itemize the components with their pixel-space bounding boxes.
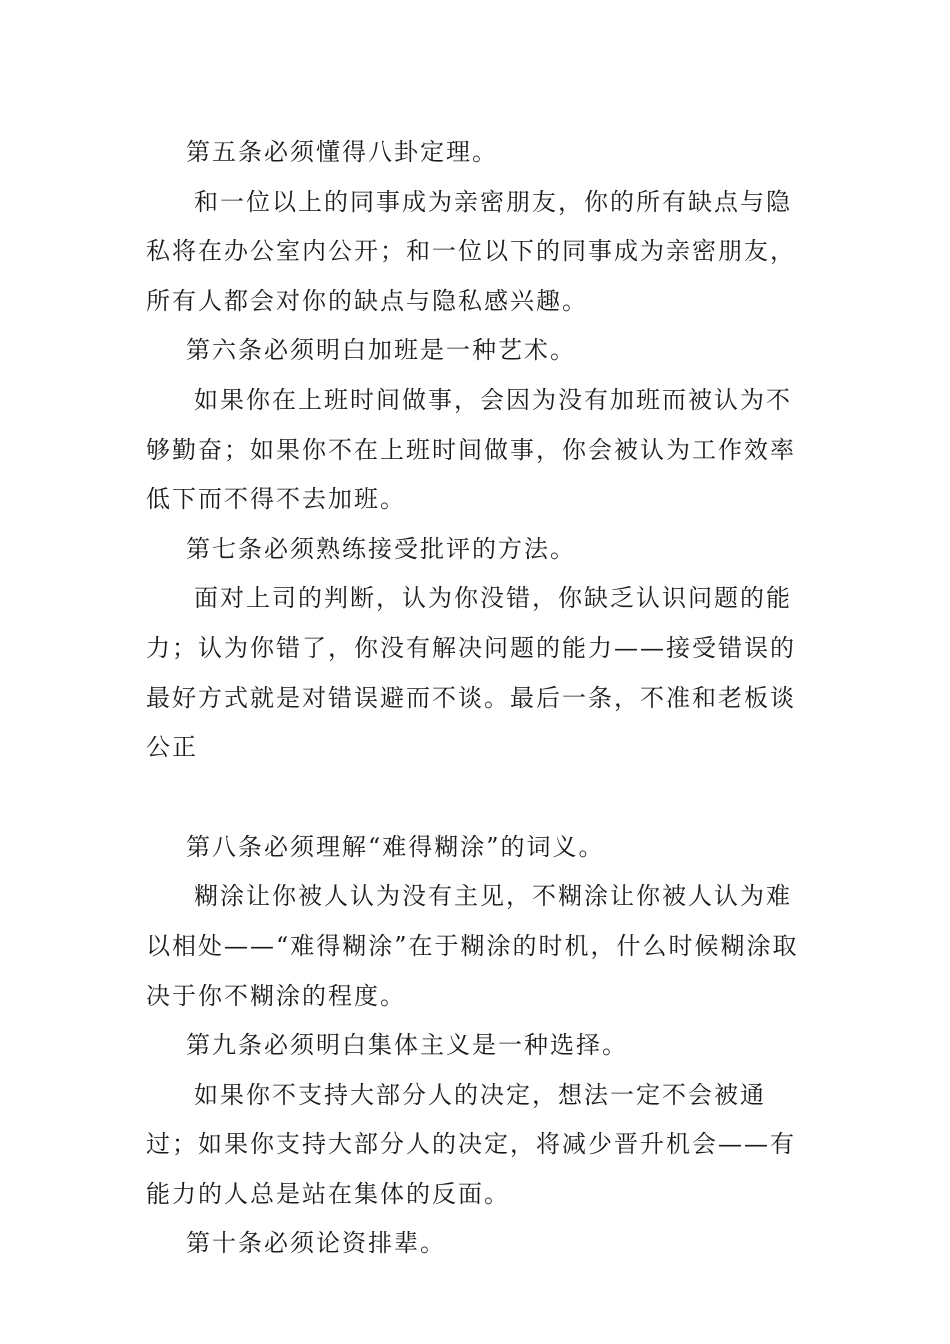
section-body-9: 如果你不支持大部分人的决定，想法一定不会被通过；如果你支持大部分人的决定，将减少晋升机会——有能力的人总是站在集体的反面。 bbox=[146, 1080, 796, 1208]
section-body-8: 糊涂让你被人认为没有主见，不糊涂让你被人认为难以相处——“难得糊涂”在于糊涂的时机，什么时候糊涂取决于你不糊涂的程度。 bbox=[146, 882, 799, 1010]
blank-line bbox=[146, 773, 812, 823]
section-heading-8: 第八条必须理解“难得糊涂”的词义。 bbox=[186, 832, 605, 861]
section-body-5: 和一位以上的同事成为亲密朋友，你的所有缺点与隐私将在办公室内公开；和一位以下的同事成为亲密朋友，所有人都会对你的缺点与隐私感兴趣。 bbox=[146, 187, 796, 315]
section-heading-7: 第七条必须熟练接受批评的方法。 bbox=[186, 534, 576, 563]
section-heading-10: 第十条必须论资排辈。 bbox=[186, 1229, 446, 1258]
section-heading-5: 第五条必须懂得八卦定理。 bbox=[186, 138, 498, 166]
section-heading-9: 第九条必须明白集体主义是一种选择。 bbox=[186, 1031, 628, 1060]
section-body-6: 如果你在上班时间做事，会因为没有加班而被认为不够勤奋；如果你不在上班时间做事，你会被认为工作效率低下而不得不去加班。 bbox=[146, 385, 796, 514]
section-body-7: 面对上司的判断，认为你没错，你缺乏认识问题的能力；认为你错了，你没有解决问题的能力——接受错误的最好方式就是对错误避而不谈。最后一条，不准和老板谈公正 bbox=[146, 584, 796, 762]
section-heading-6: 第六条必须明白加班是一种艺术。 bbox=[186, 336, 576, 365]
document-page bbox=[146, 128, 812, 1269]
